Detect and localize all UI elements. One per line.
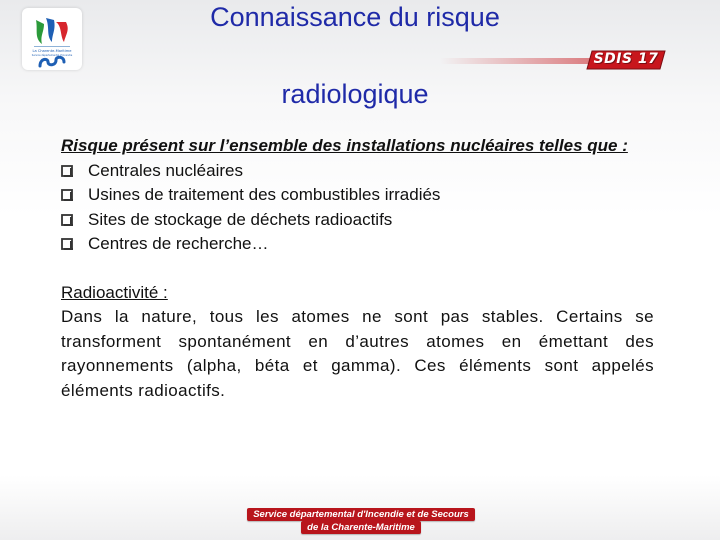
intro-text: Risque présent sur l’ensemble des installations nucléaires telles que : — [61, 136, 628, 155]
radioactivity-paragraph: Dans la nature, tous les atomes ne sont pas stables. Certains se transforment spontanément en d’autres atomes en émettant des rayonnements (alpha, béta et gamma). Ces éléments sont appelés éléments radioactifs. — [61, 307, 654, 400]
checkbox-bullet-icon — [61, 214, 73, 226]
list-item-text: Sites de stockage de déchets radioactifs — [88, 209, 393, 229]
radioactivity-heading: Radioactivité : — [61, 282, 168, 302]
checkbox-bullet-icon — [61, 189, 73, 201]
slide-content — [61, 134, 654, 403]
checkbox-bullet-icon — [61, 238, 73, 250]
list-item-text: Usines de traitement des combustibles irradiés — [88, 185, 441, 204]
footer-banner — [246, 508, 476, 534]
list-item — [61, 183, 654, 208]
list-item-text: Centres de recherche… — [88, 234, 269, 253]
slide-title-line2: radiologique — [281, 79, 429, 109]
footer-line2: de la Charente-Maritime — [301, 521, 421, 534]
footer-line1: Service départemental d'Incendie et de Secours — [247, 508, 475, 521]
checkbox-bullet-icon — [61, 165, 73, 177]
list-item — [61, 232, 654, 257]
list-item — [61, 159, 654, 184]
badge-text: SDIS 17 — [593, 51, 659, 67]
installations-list — [61, 159, 654, 257]
spacer — [61, 257, 654, 281]
slide-title-line1: Connaissance du risque — [210, 2, 500, 32]
svg-text:Service départemental d'incend: Service départemental d'incendie — [31, 54, 73, 57]
header-red-band — [440, 58, 590, 64]
sdis-badge — [586, 50, 666, 70]
list-item — [61, 208, 654, 233]
svg-text:La Charente-Maritime: La Charente-Maritime — [32, 49, 72, 53]
list-item-text: Centrales nucléaires — [88, 160, 243, 180]
